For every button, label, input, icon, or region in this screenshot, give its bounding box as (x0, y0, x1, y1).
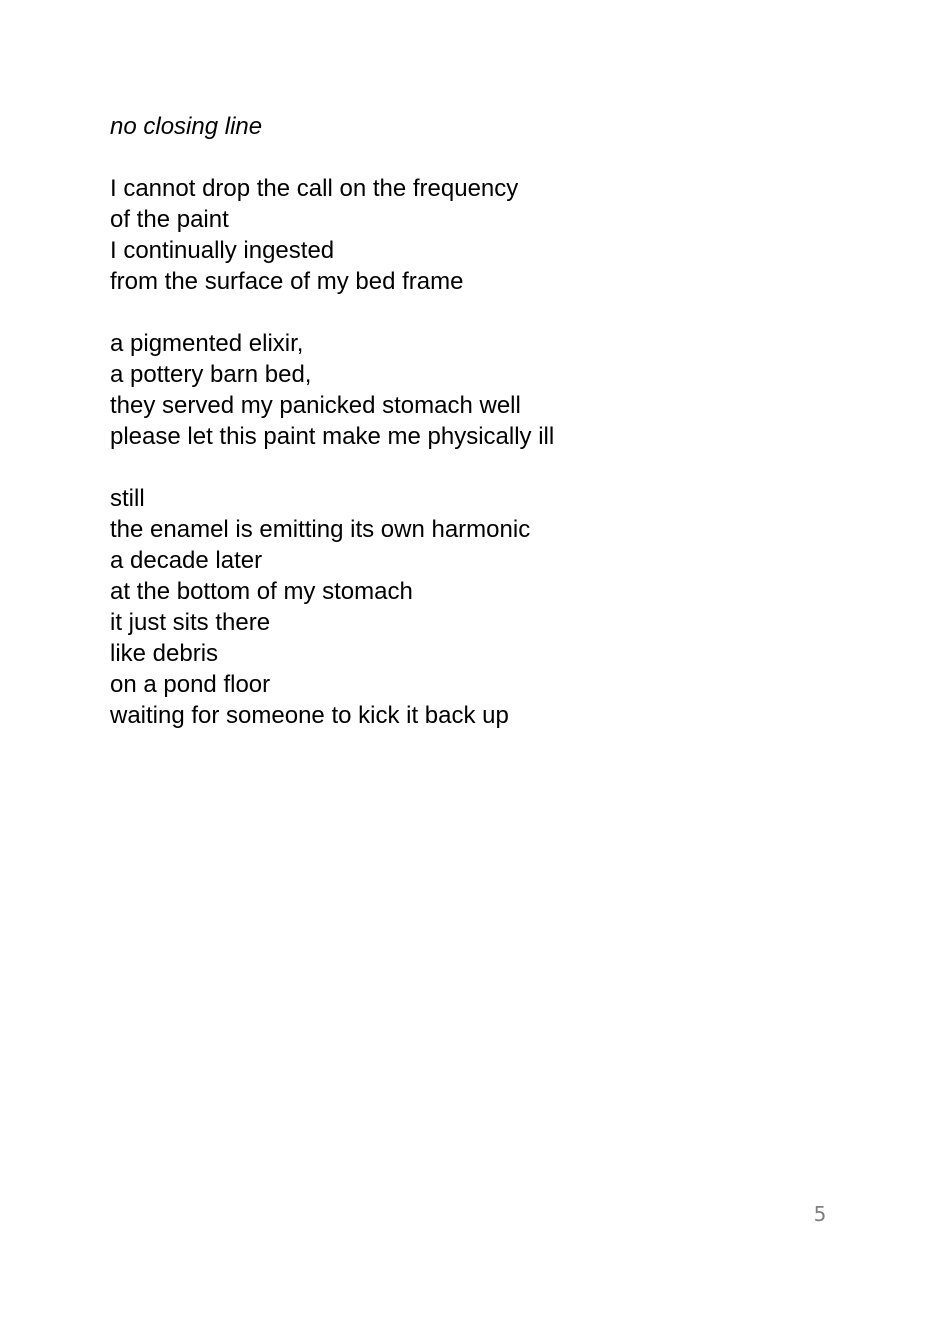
poem-line: a decade later (110, 547, 263, 574)
poem-line: waiting for someone to kick it back up (110, 702, 509, 729)
poem-line: a pigmented elixir, (110, 330, 304, 357)
poem-line: I cannot drop the call on the frequency (110, 175, 519, 202)
poem-line: like debris (110, 640, 219, 667)
poem-title: no closing line (110, 113, 263, 140)
stanza-1 (110, 173, 870, 297)
page-number: 5 (813, 1202, 827, 1226)
poem-line: still (110, 485, 145, 512)
poem-line: on a pond floor (110, 671, 271, 698)
poem-line: from the surface of my bed frame (110, 268, 464, 295)
poem-line: they served my panicked stomach well (110, 392, 521, 419)
poem (110, 111, 870, 762)
poem-line: I continually ingested (110, 237, 335, 264)
poem-line: it just sits there (110, 609, 271, 636)
poem-line: of the paint (110, 206, 229, 233)
stanza-2 (110, 328, 870, 452)
stanza-3 (110, 483, 870, 731)
poem-line: at the bottom of my stomach (110, 578, 413, 605)
poem-line: a pottery barn bed, (110, 361, 312, 388)
poem-line: the enamel is emitting its own harmonic (110, 516, 531, 543)
poem-line: please let this paint make me physically ill (110, 423, 555, 450)
